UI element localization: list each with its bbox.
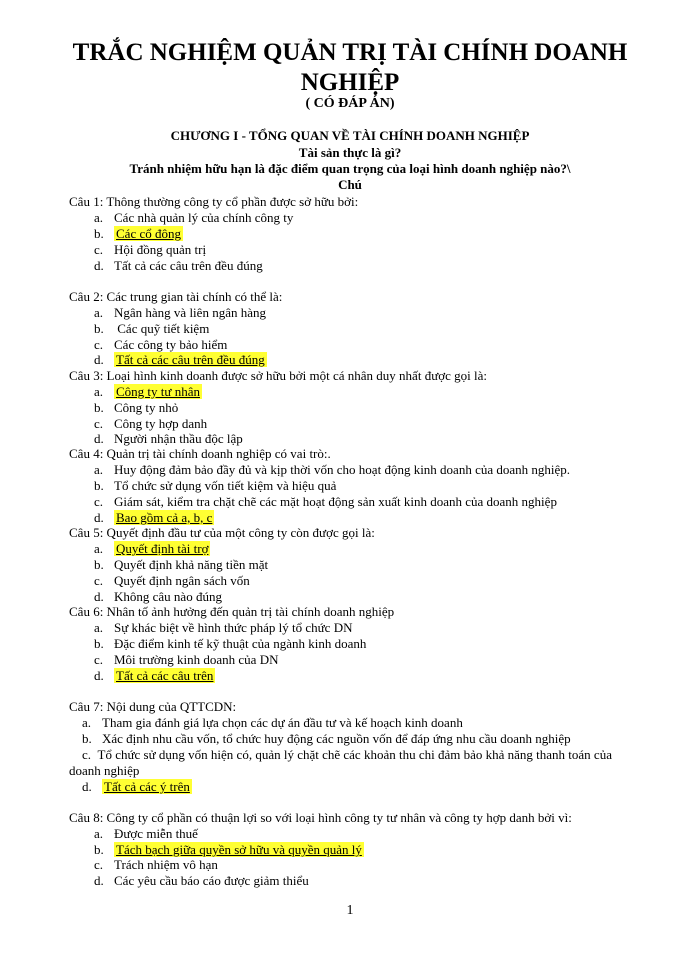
correct-answer-text: Các cổ đông: [116, 226, 181, 241]
prompt-line-1: Tài sản thực là gì?: [298, 145, 402, 160]
answer-7c: [69, 747, 641, 779]
answer-4d: [94, 510, 214, 526]
answer-4c: [94, 494, 557, 510]
answer-text: Đặc điểm kinh tế kỹ thuật của ngành kinh doanh: [114, 636, 367, 651]
answer-4b: [94, 478, 336, 494]
answer-label: a.: [94, 305, 104, 320]
answer-text: Quyết định khả năng tiền mặt: [114, 557, 269, 572]
answer-text: Quyết định ngân sách vốn: [114, 573, 250, 588]
answer-label: c.: [94, 494, 104, 509]
answer-2a: [94, 305, 266, 321]
answer-7d: [82, 779, 192, 795]
answer-text: Tổ chức sử dụng vốn tiết kiệm và hiệu quả: [114, 478, 337, 493]
answer-text: Các công ty bảo hiểm: [114, 337, 228, 352]
answer-label: a.: [94, 210, 104, 225]
answer-1c: [94, 242, 206, 258]
answer-text: Công ty nhỏ: [114, 400, 179, 415]
answer-text: Tham gia đánh giá lựa chọn các dự án đầu tư và kế hoạch kinh doanh: [102, 715, 463, 730]
answer-6c: [94, 652, 278, 668]
page-number: 1: [346, 903, 354, 918]
answer-6b: [94, 636, 366, 652]
question-5: Câu 5: Quyết định đầu tư của một công ty còn được gọi là:: [69, 525, 375, 540]
answer-label: c.: [94, 337, 104, 352]
answer-1a: [94, 210, 293, 226]
correct-answer-text: Quyết định tài trợ: [116, 541, 209, 556]
answer-text: Ngân hàng và liên ngân hàng: [114, 305, 266, 320]
answer-4a: [94, 462, 570, 478]
answer-label: d.: [94, 431, 104, 446]
answer-label: b.: [94, 478, 104, 493]
answer-label: b.: [82, 731, 92, 746]
answer-label: b.: [94, 226, 104, 241]
answer-label: a.: [94, 826, 104, 841]
answer-2d: [94, 352, 267, 368]
answer-6d: [94, 668, 215, 684]
answer-text: Hội đồng quản trị: [114, 242, 207, 257]
question-6: Câu 6: Nhân tố ảnh hưởng đến quản trị tài chính doanh nghiệp: [69, 604, 395, 619]
answer-text: Tất cả các câu trên đều đúng: [114, 258, 263, 273]
answer-text: Không câu nào đúng: [114, 589, 222, 604]
answer-label: d.: [94, 589, 104, 604]
answer-label: d.: [94, 352, 104, 367]
correct-answer-text: Tất cả các câu trên: [116, 668, 214, 683]
correct-answer-text: Bao gồm cả a, b, c: [116, 510, 213, 525]
answer-label: c.: [94, 573, 104, 588]
answer-text: Được miễn thuế: [114, 826, 198, 841]
answer-text: Người nhận thầu độc lập: [114, 431, 243, 446]
answer-label: c.: [94, 416, 104, 431]
answer-label: a.: [94, 620, 104, 635]
answer-label: b.: [94, 557, 104, 572]
answer-7a: [82, 715, 463, 731]
prompt-line-2: Tránh nhiệm hữu hạn là đặc điểm quan trọng của loại hình doanh nghiệp nào?\: [129, 161, 571, 176]
answer-text: Các yêu cầu báo cáo được giảm thiểu: [114, 873, 309, 888]
answer-3c: [94, 416, 207, 432]
answer-text: Trách nhiệm vô hạn: [114, 857, 218, 872]
chapter-heading: CHƯƠNG I - TỔNG QUAN VỀ TÀI CHÍNH DOANH NGHIỆP: [170, 128, 530, 143]
answer-label: a.: [94, 462, 104, 477]
answer-label: c.: [82, 747, 92, 762]
answer-text: Môi trường kinh doanh của DN: [114, 652, 279, 667]
answer-label: a.: [94, 384, 104, 399]
answer-label: d.: [82, 779, 92, 794]
answer-label: b.: [94, 842, 104, 857]
answer-8c: [94, 857, 218, 873]
answer-5a: [94, 541, 210, 557]
answer-text: Huy động đảm bảo đầy đủ và kịp thời vốn cho hoạt động kinh doanh của doanh nghiệp.: [114, 462, 571, 477]
correct-answer-text: Tách bạch giữa quyền sở hữu và quyền quản lý: [116, 842, 362, 857]
answer-label: b.: [94, 321, 104, 336]
answer-2b: [94, 321, 209, 337]
answer-6a: [94, 620, 352, 636]
answer-text: Công ty hợp danh: [114, 416, 208, 431]
correct-answer-text: Tất cả các câu trên đều đúng: [116, 352, 265, 367]
correct-answer-text: Công ty tư nhân: [116, 384, 200, 399]
answer-label: d.: [94, 258, 104, 273]
question-4: Câu 4: Quản trị tài chính doanh nghiệp có vai trò:.: [69, 446, 331, 461]
answer-label: b.: [94, 636, 104, 651]
answer-7b: [82, 731, 571, 747]
answer-label: c.: [94, 857, 104, 872]
answer-5b: [94, 557, 268, 573]
correct-answer-text: Tất cả các ý trên: [104, 779, 190, 794]
answer-label: a.: [82, 715, 92, 730]
answer-label: c.: [94, 652, 104, 667]
answer-label: b.: [94, 400, 104, 415]
answer-text: Giám sát, kiểm tra chặt chẽ các mặt hoạt động sản xuất kinh doanh của doanh nghiệp: [114, 494, 557, 509]
question-8: Câu 8: Công ty cổ phần có thuận lợi so với loại hình công ty tư nhân và công ty hợp danh bởi vì:: [69, 810, 572, 825]
answer-text: Các quỹ tiết kiệm: [114, 321, 210, 336]
question-3: Câu 3: Loại hình kinh doanh được sở hữu bởi một cá nhân duy nhất được gọi là:: [69, 368, 487, 383]
answer-text: Các nhà quản lý của chính công ty: [114, 210, 294, 225]
answer-3b: [94, 400, 178, 416]
answer-label: d.: [94, 668, 104, 683]
answer-text: Xác định nhu cầu vốn, tổ chức huy động các nguồn vốn để đáp ứng nhu cầu doanh nghiệp: [102, 731, 571, 746]
answer-5d: [94, 589, 222, 605]
question-7: Câu 7: Nội dung của QTTCDN:: [69, 699, 237, 714]
answer-3d: [94, 431, 243, 447]
question-2: Câu 2: Các trung gian tài chính có thể là:: [69, 289, 283, 304]
answer-label: c.: [94, 242, 104, 257]
question-1: Câu 1: Thông thường công ty cổ phần được sở hữu bởi:: [69, 194, 359, 209]
answer-text: Sự khác biệt về hình thức pháp lý tổ chức DN: [114, 620, 353, 635]
answer-3a: [94, 384, 202, 400]
answer-2c: [94, 337, 227, 353]
answer-text: Tổ chức sử dụng vốn hiện có, quản lý chặt chẽ các khoản thu chi đảm bảo khả năng thanh toán của doanh nghiệp: [69, 747, 612, 778]
answer-label: a.: [94, 541, 104, 556]
answer-1d: [94, 258, 263, 274]
answer-label: d.: [94, 873, 104, 888]
answer-8d: [94, 873, 309, 889]
answer-8b: [94, 842, 364, 858]
prompt-line-3: Chú: [338, 177, 362, 192]
document-title: TRẮC NGHIỆM QUẢN TRỊ TÀI CHÍNH DOANH NGHIỆP: [72, 39, 628, 96]
answer-1b: [94, 226, 183, 242]
answer-5c: [94, 573, 250, 589]
answer-label: d.: [94, 510, 104, 525]
answer-8a: [94, 826, 198, 842]
document-subtitle: ( CÓ ĐÁP ÁN): [305, 96, 395, 111]
